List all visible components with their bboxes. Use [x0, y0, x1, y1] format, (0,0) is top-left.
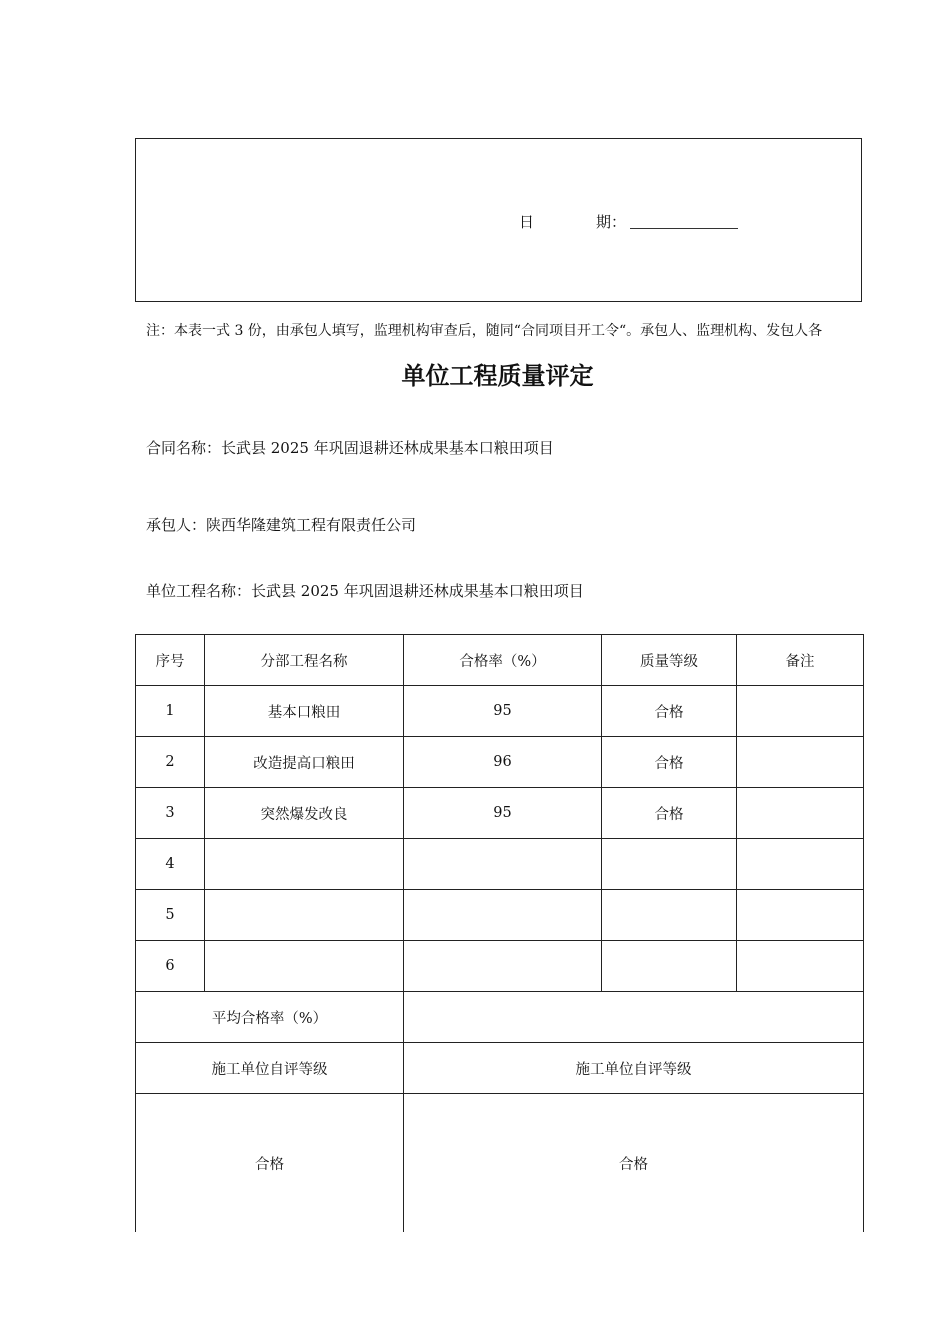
cell-pass-rate[interactable] [404, 839, 602, 890]
header-sub-project: 分部工程名称 [205, 635, 404, 686]
cell-remarks[interactable] [737, 839, 864, 890]
table-row [136, 890, 864, 941]
cell-sub-project: 基本口粮田 [205, 686, 404, 737]
contractor-name: 承包人：陕西华隆建筑工程有限责任公司 [146, 516, 417, 534]
table-row [136, 941, 864, 992]
result-row [136, 1094, 864, 1233]
table-row [136, 686, 864, 737]
cell-quality-grade: 合格 [602, 737, 737, 788]
signature-box [135, 138, 862, 302]
cell-pass-rate: 95 [404, 788, 602, 839]
cell-sub-project[interactable] [205, 941, 404, 992]
cell-remarks[interactable] [737, 941, 864, 992]
table-row [136, 788, 864, 839]
date-label-right: 期： [596, 213, 627, 231]
unit-project-name: 单位工程名称：长武县 2025 年巩固退耕还林成果基本口粮田项目 [146, 582, 584, 600]
cell-pass-rate: 96 [404, 737, 602, 788]
cell-quality-grade[interactable] [602, 941, 737, 992]
average-pass-rate-label: 平均合格率（%） [136, 992, 404, 1043]
cell-quality-grade[interactable] [602, 839, 737, 890]
cell-sub-project[interactable] [205, 890, 404, 941]
result-right: 合格 [404, 1094, 864, 1233]
cell-index: 4 [136, 839, 205, 890]
cell-index: 2 [136, 737, 205, 788]
self-eval-label-left: 施工单位自评等级 [136, 1043, 404, 1094]
header-pass-rate: 合格率（%） [404, 635, 602, 686]
table-header-row [136, 635, 864, 686]
cell-remarks [737, 788, 864, 839]
cell-index: 3 [136, 788, 205, 839]
cell-quality-grade[interactable] [602, 890, 737, 941]
cell-quality-grade: 合格 [602, 686, 737, 737]
cell-pass-rate[interactable] [404, 890, 602, 941]
cell-quality-grade: 合格 [602, 788, 737, 839]
cell-index: 5 [136, 890, 205, 941]
date-label-left: 日 [519, 213, 535, 231]
evaluation-table [135, 634, 864, 1232]
date-field[interactable] [630, 214, 738, 229]
result-left: 合格 [136, 1094, 404, 1233]
cell-pass-rate[interactable] [404, 941, 602, 992]
header-quality-grade: 质量等级 [602, 635, 737, 686]
cell-remarks [737, 737, 864, 788]
header-remarks: 备注 [737, 635, 864, 686]
cell-sub-project: 改造提高口粮田 [205, 737, 404, 788]
cell-sub-project[interactable] [205, 839, 404, 890]
page-title: 单位工程质量评定 [401, 362, 594, 390]
cell-index: 6 [136, 941, 205, 992]
cell-remarks[interactable] [737, 890, 864, 941]
table-row [136, 839, 864, 890]
date-label [519, 211, 738, 232]
table-row [136, 737, 864, 788]
cell-remarks [737, 686, 864, 737]
cell-index: 1 [136, 686, 205, 737]
form-note: 注：本表一式 3 份，由承包人填写，监理机构审查后，随同“合同项目开工令“。承包人、监理机构、发包人各 [146, 323, 823, 339]
self-eval-row [136, 1043, 864, 1094]
average-row [136, 992, 864, 1043]
contract-name: 合同名称：长武县 2025 年巩固退耕还林成果基本口粮田项目 [146, 439, 554, 457]
average-pass-rate-value[interactable] [404, 992, 864, 1043]
cell-pass-rate: 95 [404, 686, 602, 737]
header-index: 序号 [136, 635, 205, 686]
cell-sub-project: 突然爆发改良 [205, 788, 404, 839]
self-eval-label-right: 施工单位自评等级 [404, 1043, 864, 1094]
